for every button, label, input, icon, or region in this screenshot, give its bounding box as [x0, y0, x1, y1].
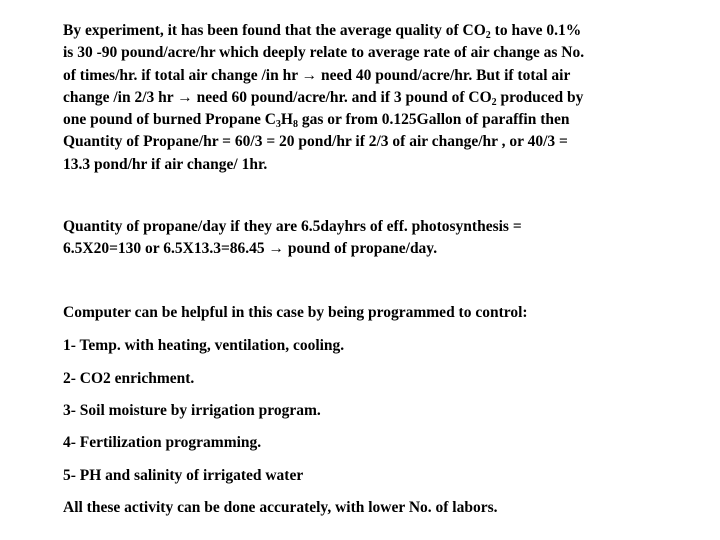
paragraph-line: 6.5X20=130 or 6.5X13.3=86.45 → pound of propane/day.: [63, 240, 438, 257]
paragraph-line: By experiment, it has been found that the average quality of $CO_2$ to have 0.1%: [63, 22, 582, 41]
subscript: 3: [275, 119, 281, 131]
subscript: 8: [292, 119, 298, 131]
list-item-fertilization: 4- Fertilization programming.: [63, 434, 262, 451]
paragraph-line: one pound of burned Propane $C_3H_8$ gas or from 0.125Gallon of paraffin then: [63, 111, 570, 131]
list-item-soil-moisture: 3- Soil moisture by irrigation program.: [63, 402, 321, 419]
subscript: 2: [485, 30, 491, 41]
paragraph-line: Quantity of Propane/hr = 60/3 = 20 pond/hr if 2/3 of air change/hr , or 40/3 =: [63, 133, 568, 151]
paragraph-line: is 30 -90 pound/acre/hr which deeply relate to average rate of air change as No.: [63, 44, 585, 62]
paragraph-line: Quantity of propane/day if they are 6.5dayhrs of eff. photosynthesis =: [63, 218, 522, 235]
paragraph-line: 13.3 pond/hr if air change/ 1hr.: [63, 155, 268, 173]
paragraph-line: change /in 2/3 hr → need 60 pound/acre/hr. and if 3 pound of $CO_2$ produced by: [63, 88, 584, 108]
list-item-temperature: 1- Temp. with heating, ventilation, cooling.: [63, 337, 345, 354]
list-item-co2-enrichment: 2- CO2 enrichment.: [63, 370, 195, 387]
computer-control-intro: Computer can be helpful in this case by being programmed to control:: [63, 304, 528, 321]
list-item-ph-salinity: 5- PH and salinity of irrigated water: [63, 467, 304, 484]
closing-statement: All these activity can be done accurately, with lower No. of labors.: [63, 499, 498, 516]
propane-per-day-paragraph: [63, 216, 683, 260]
subscript: 2: [491, 96, 497, 108]
paragraph-line: of times/hr. if total air change /in hr → need 40 pound/acre/hr. But if total air: [63, 66, 571, 84]
co2-requirement-paragraph: [63, 20, 683, 176]
